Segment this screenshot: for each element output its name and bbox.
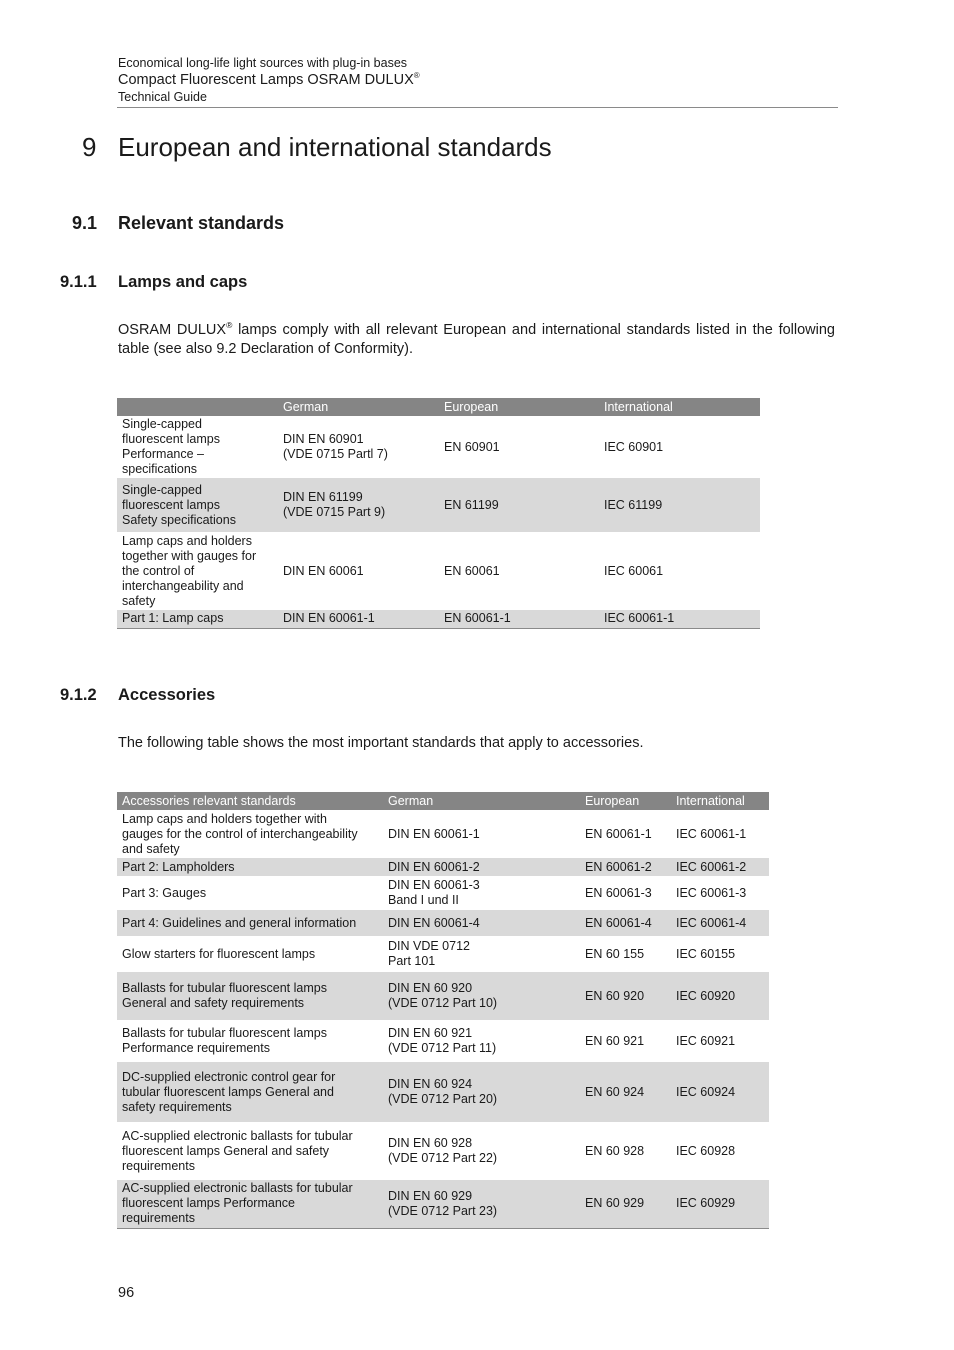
section-number: 9.1	[72, 213, 98, 233]
table-cell: Part 1: Lamp caps	[117, 610, 278, 628]
table-cell: DIN EN 60061-2	[383, 858, 580, 876]
table-cell: EN 60 155	[585, 946, 645, 961]
para-body: lamps comply with all relevant European and international standards listed in the following table (see also 9.2 Declaration of Conformity).	[118, 322, 835, 357]
column-header: European	[439, 398, 599, 416]
header-line-1: Economical long-life light sources with plug-in bases	[118, 56, 408, 70]
section-title: Relevant standards	[118, 213, 285, 233]
table-cell: DIN EN 60 929 (VDE 0712 Part 23)	[383, 1180, 580, 1228]
table-cell: DIN VDE 0712 Part 101	[388, 939, 470, 968]
table-row	[117, 1062, 769, 1122]
table-cell: DIN EN 60061	[283, 563, 364, 578]
table-row	[117, 936, 769, 972]
chapter-number: 9	[82, 132, 97, 162]
table-cell: IEC 60061-1	[599, 610, 760, 628]
table-row	[117, 1180, 769, 1228]
column-header: International	[599, 398, 760, 416]
table-cell: DIN EN 60061-4	[383, 910, 580, 936]
header-line-3: Technical Guide	[118, 90, 207, 104]
table-cell: AC-supplied electronic ballasts for tubular fluorescent lamps Performance requirements	[117, 1180, 383, 1228]
table-cell: IEC 60924	[671, 1062, 769, 1122]
table-cell: EN 60061	[444, 563, 500, 578]
table-cell: EN 60061-1	[585, 826, 652, 841]
table-row	[117, 876, 769, 910]
table-cell: DIN EN 61199 (VDE 0715 Part 9)	[278, 478, 439, 532]
table-cell: IEC 60920	[671, 972, 769, 1020]
accessories-paragraph: The following table shows the most important standards that apply to accessories.	[118, 735, 644, 751]
subsection-1-title: Lamps and caps	[118, 273, 248, 291]
table-cell: DIN EN 60 924 (VDE 0712 Part 20)	[383, 1062, 580, 1122]
table-cell: EN 60 921	[585, 1033, 645, 1048]
table-cell: Part 4: Guidelines and general information	[117, 910, 383, 936]
table-row	[117, 532, 760, 610]
table-cell: EN 60 924	[580, 1062, 671, 1122]
table-cell: IEC 60061-2	[671, 858, 769, 876]
table-cell: DIN EN 60061-3 Band I und II	[388, 878, 480, 907]
table-cell: Lamp caps and holders together with gauges for the control of interchangeability and safety	[122, 811, 358, 856]
table-cell: EN 60061-1	[439, 610, 599, 628]
table-cell: DIN EN 60901 (VDE 0715 Partl 7)	[283, 432, 388, 461]
header-line-2	[118, 71, 420, 88]
header-divider	[117, 107, 838, 108]
table-cell: EN 60 928	[585, 1143, 645, 1158]
column-header: Accessories relevant standards	[117, 792, 383, 810]
subsection-2-title: Accessories	[118, 686, 216, 704]
para-brand: OSRAM DULUX	[118, 322, 227, 338]
table-cell: Glow starters for fluorescent lamps	[122, 946, 316, 961]
table-cell: EN 60901	[444, 439, 500, 454]
table-cell: IEC 60928	[676, 1143, 736, 1158]
table-cell: DIN EN 60061-1	[388, 826, 480, 841]
column-header	[117, 398, 278, 416]
table-cell: EN 60 929	[580, 1180, 671, 1228]
table-row	[117, 810, 769, 858]
subsection-1-number: 9.1.1	[60, 273, 97, 291]
table-cell: Part 3: Gauges	[122, 885, 207, 900]
table-row	[117, 972, 769, 1020]
table-row	[117, 478, 760, 532]
registered-mark: ®	[413, 71, 420, 80]
table-cell: EN 60 920	[580, 972, 671, 1020]
table-cell: DIN EN 60 928 (VDE 0712 Part 22)	[388, 1136, 498, 1165]
column-header: German	[383, 792, 580, 810]
header-title: Compact Fluorescent Lamps OSRAM DULUX	[118, 71, 414, 88]
table-cell: DC-supplied electronic control gear for tubular fluorescent lamps General and safety requirements	[117, 1062, 383, 1122]
accessories-standards-table	[117, 792, 769, 1229]
subsection-2-number: 9.1.2	[60, 686, 97, 704]
table-cell: DIN EN 60 920 (VDE 0712 Part 10)	[383, 972, 580, 1020]
table-cell: IEC 60061-1	[676, 826, 747, 841]
table-cell: IEC 60061-3	[676, 885, 747, 900]
table-cell: IEC 60061-4	[671, 910, 769, 936]
table-cell: EN 61199	[439, 478, 599, 532]
table-row	[117, 910, 769, 936]
chapter-title: European and international standards	[118, 132, 552, 162]
table-cell: Ballasts for tubular fluorescent lamps Performance requirements	[122, 1026, 327, 1055]
table-row	[117, 1122, 769, 1180]
table-cell: DIN EN 60 921 (VDE 0712 Part 11)	[388, 1026, 497, 1055]
table-cell: EN 60061-4	[580, 910, 671, 936]
table-cell: Single-capped fluorescent lamps Safety specifications	[117, 478, 278, 532]
table-cell: IEC 60061	[604, 563, 664, 578]
table-cell: Lamp caps and holders together with gauges for the control of interchangeability and safety	[122, 533, 257, 608]
table-row	[117, 610, 760, 628]
lamps-standards-table	[117, 398, 760, 629]
table-row	[117, 858, 769, 876]
para-registered-mark: ®	[226, 320, 233, 331]
table-cell: DIN EN 60061-1	[278, 610, 439, 628]
table-cell: EN 60061-2	[580, 858, 671, 876]
table-cell: IEC 60929	[671, 1180, 769, 1228]
column-header: European	[580, 792, 671, 810]
column-header: German	[278, 398, 439, 416]
table-header-row	[117, 792, 769, 810]
table-row	[117, 1020, 769, 1062]
table-cell: IEC 60921	[676, 1033, 736, 1048]
table-row	[117, 416, 760, 478]
table-cell: Single-capped fluorescent lamps Performance – specifications	[122, 417, 220, 476]
table-header-row	[117, 398, 760, 416]
column-header: International	[671, 792, 769, 810]
table-cell: Part 2: Lampholders	[117, 858, 383, 876]
lamps-paragraph	[118, 321, 835, 359]
table-cell: Ballasts for tubular fluorescent lamps General and safety requirements	[117, 972, 383, 1020]
table-cell: IEC 60901	[604, 439, 664, 454]
table-cell: AC-supplied electronic ballasts for tubular fluorescent lamps General and safety requirements	[122, 1128, 353, 1173]
page-number: 96	[118, 1285, 135, 1301]
table-cell: IEC 61199	[599, 478, 760, 532]
table-cell: IEC 60155	[676, 946, 736, 961]
table-cell: EN 60061-3	[585, 885, 652, 900]
